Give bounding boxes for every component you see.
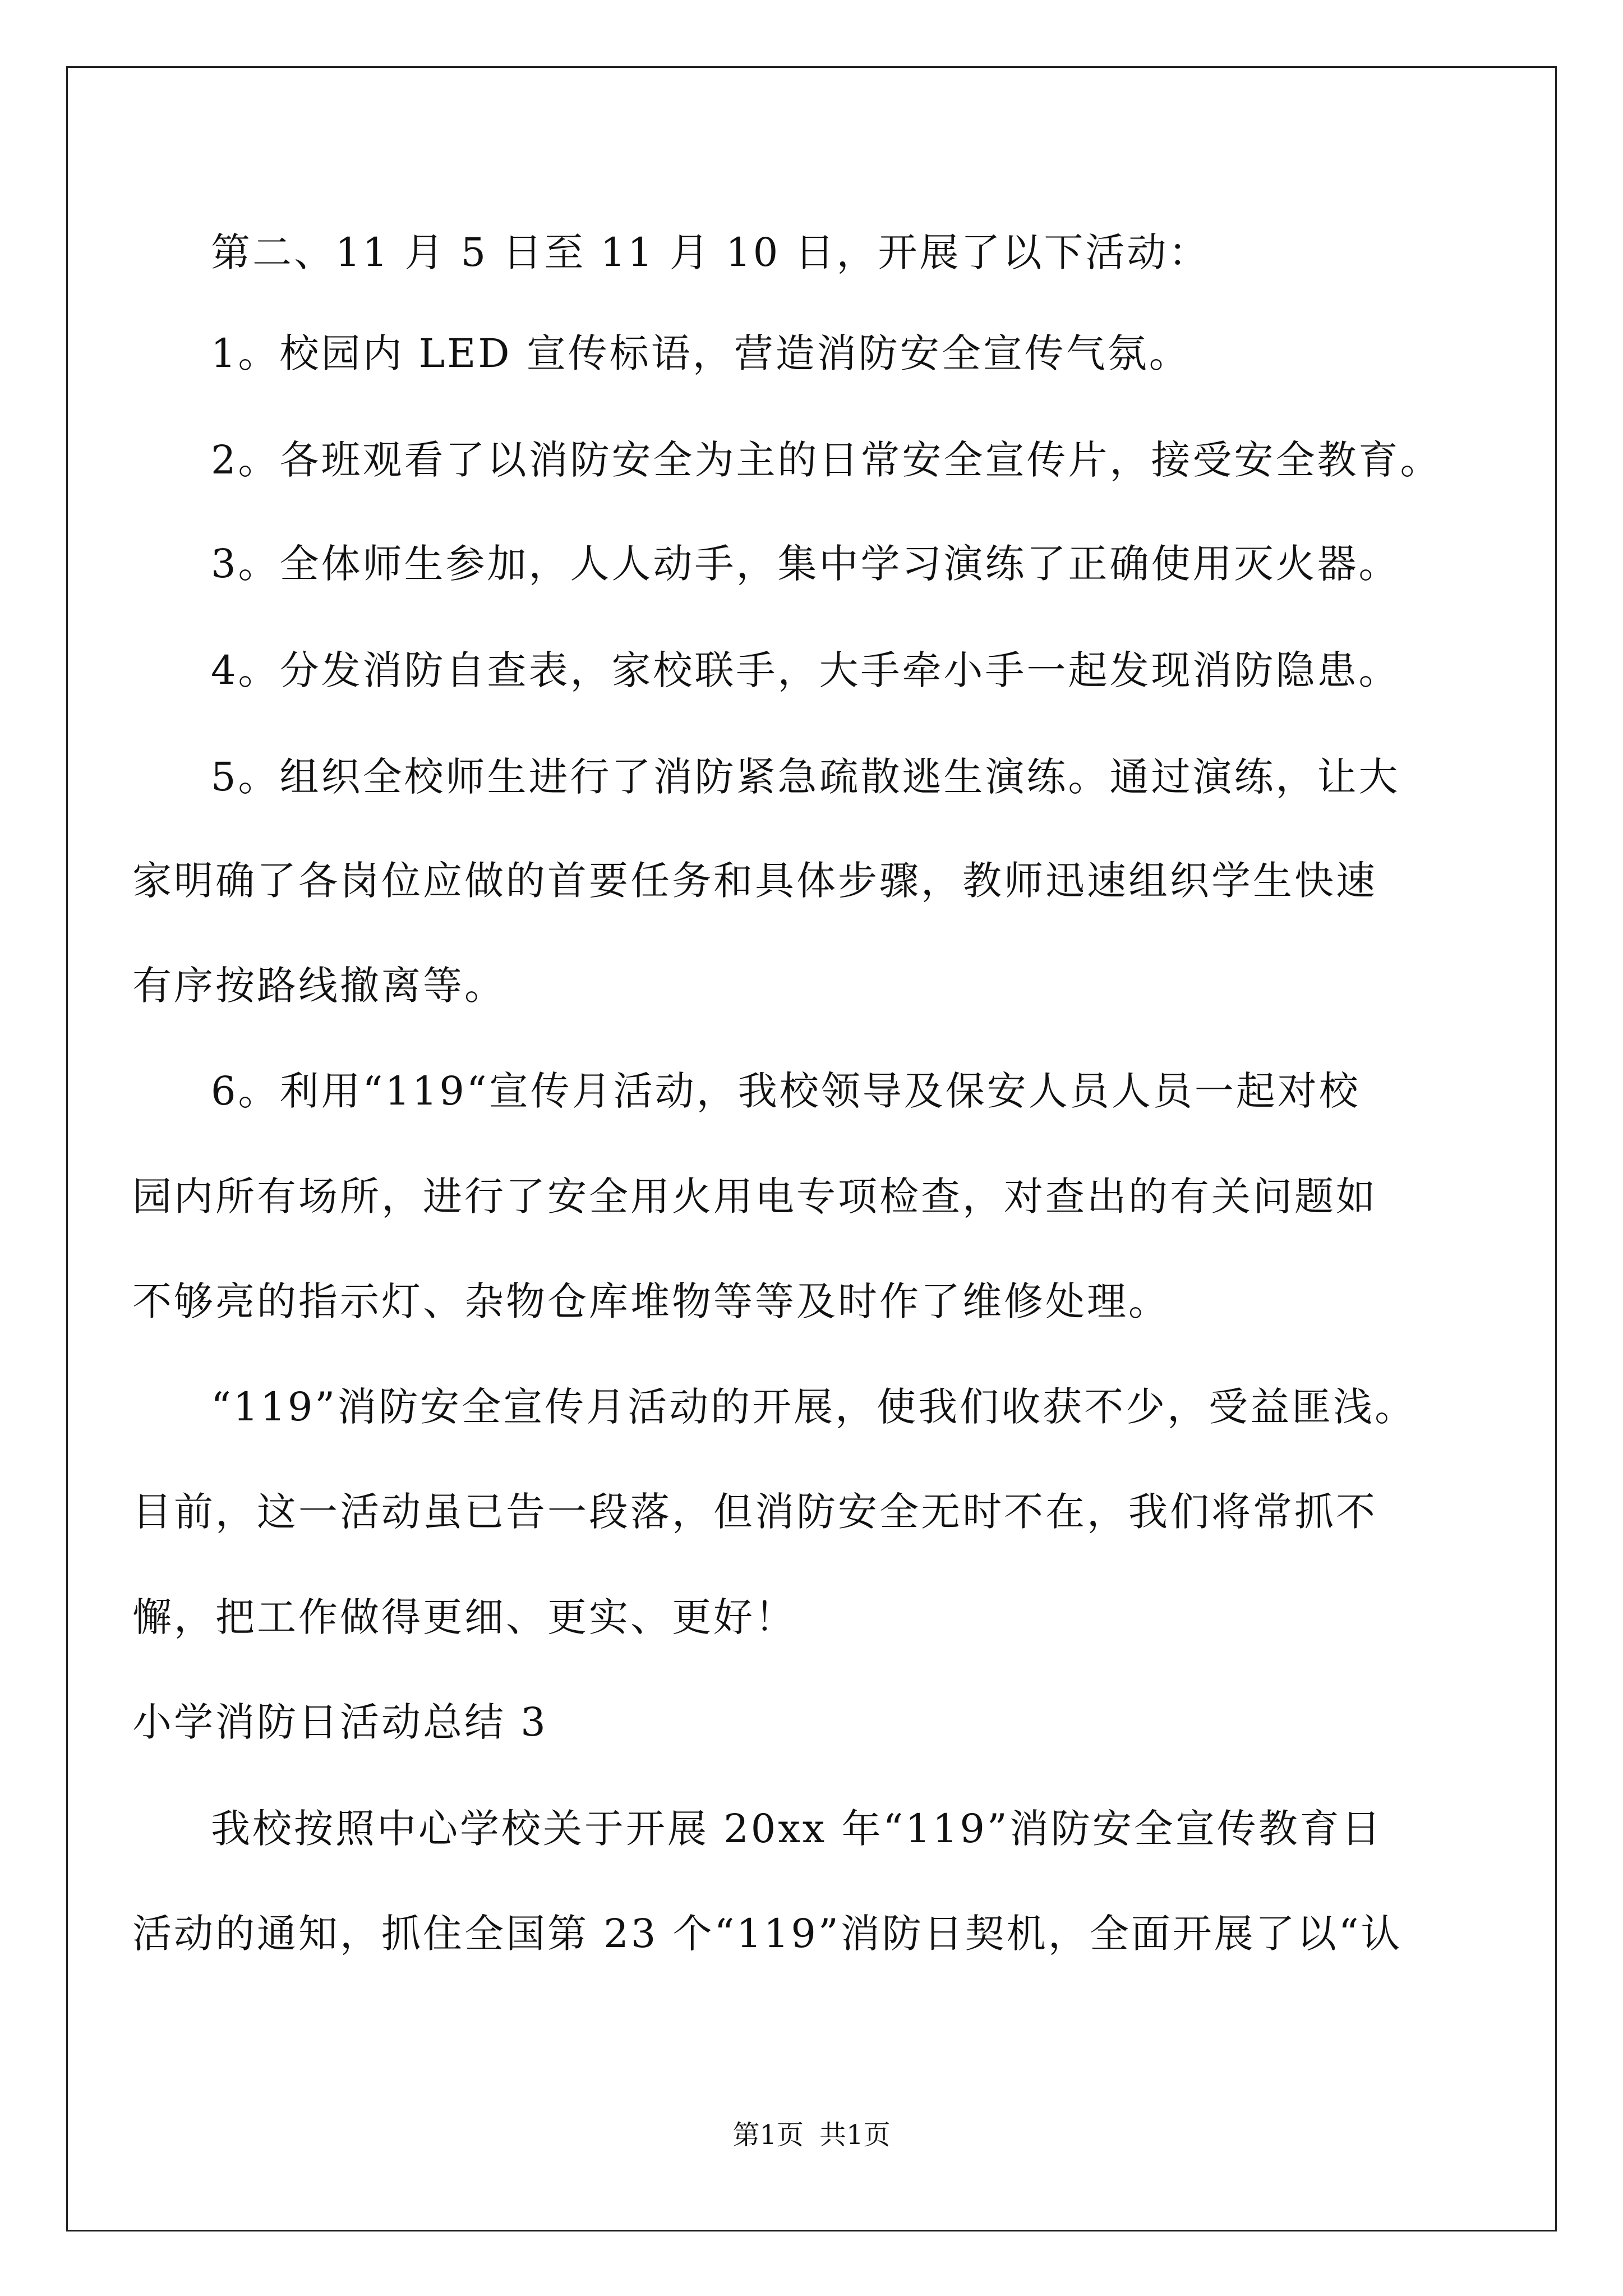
paragraph-line: 目前，这一活动虽已告一段落，但消防安全无时不在，我们将常抓不 bbox=[132, 1489, 1377, 1535]
paragraph-line: 5。组织全校师生进行了消防紧急疏散逃生演练。通过演练，让大 bbox=[211, 754, 1400, 800]
paragraph-line: 懈，把工作做得更细、更实、更好！ bbox=[132, 1594, 796, 1640]
page-footer bbox=[0, 2118, 1623, 2152]
paragraph-line: 第二、11 月 5 日至 11 月 10 日，开展了以下活动： bbox=[211, 229, 1210, 275]
page-total: 共1页 bbox=[819, 2119, 891, 2151]
paragraph-line: 有序按路线撤离等。 bbox=[132, 963, 506, 1009]
paragraph-line: 1。校园内 LED 宣传标语，营造消防安全宣传气氛。 bbox=[211, 330, 1191, 376]
section-heading: 小学消防日活动总结 3 bbox=[132, 1699, 548, 1745]
page-border bbox=[66, 66, 1557, 2231]
paragraph-line: 4。分发消防自查表，家校联手，大手牵小手一起发现消防隐患。 bbox=[211, 647, 1400, 693]
paragraph-line: 园内所有场所，进行了安全用火用电专项检查，对查出的有关问题如 bbox=[132, 1174, 1377, 1220]
paragraph-line: 3。全体师生参加，人人动手，集中学习演练了正确使用灭火器。 bbox=[211, 541, 1400, 587]
paragraph-line: 我校按照中心学校关于开展 20xx 年“119”消防安全宣传教育日 bbox=[211, 1806, 1383, 1852]
paragraph-line: 不够亮的指示灯、杂物仓库堆物等等及时作了维修处理。 bbox=[132, 1278, 1170, 1324]
paragraph-line: 6。利用“119“宣传月活动，我校领导及保安人员人员一起对校 bbox=[211, 1068, 1361, 1114]
paragraph-line: 2。各班观看了以消防安全为主的日常安全宣传片，接受安全教育。 bbox=[211, 437, 1442, 483]
page-number: 第1页 bbox=[732, 2119, 804, 2151]
paragraph-line: 家明确了各岗位应做的首要任务和具体步骤，教师迅速组织学生快速 bbox=[132, 858, 1377, 904]
paragraph-line: 活动的通知，抓住全国第 23 个“119”消防日契机，全面开展了以“认 bbox=[132, 1911, 1403, 1957]
paragraph-line: “119”消防安全宣传月活动的开展，使我们收获不少，受益匪浅。 bbox=[211, 1384, 1417, 1430]
